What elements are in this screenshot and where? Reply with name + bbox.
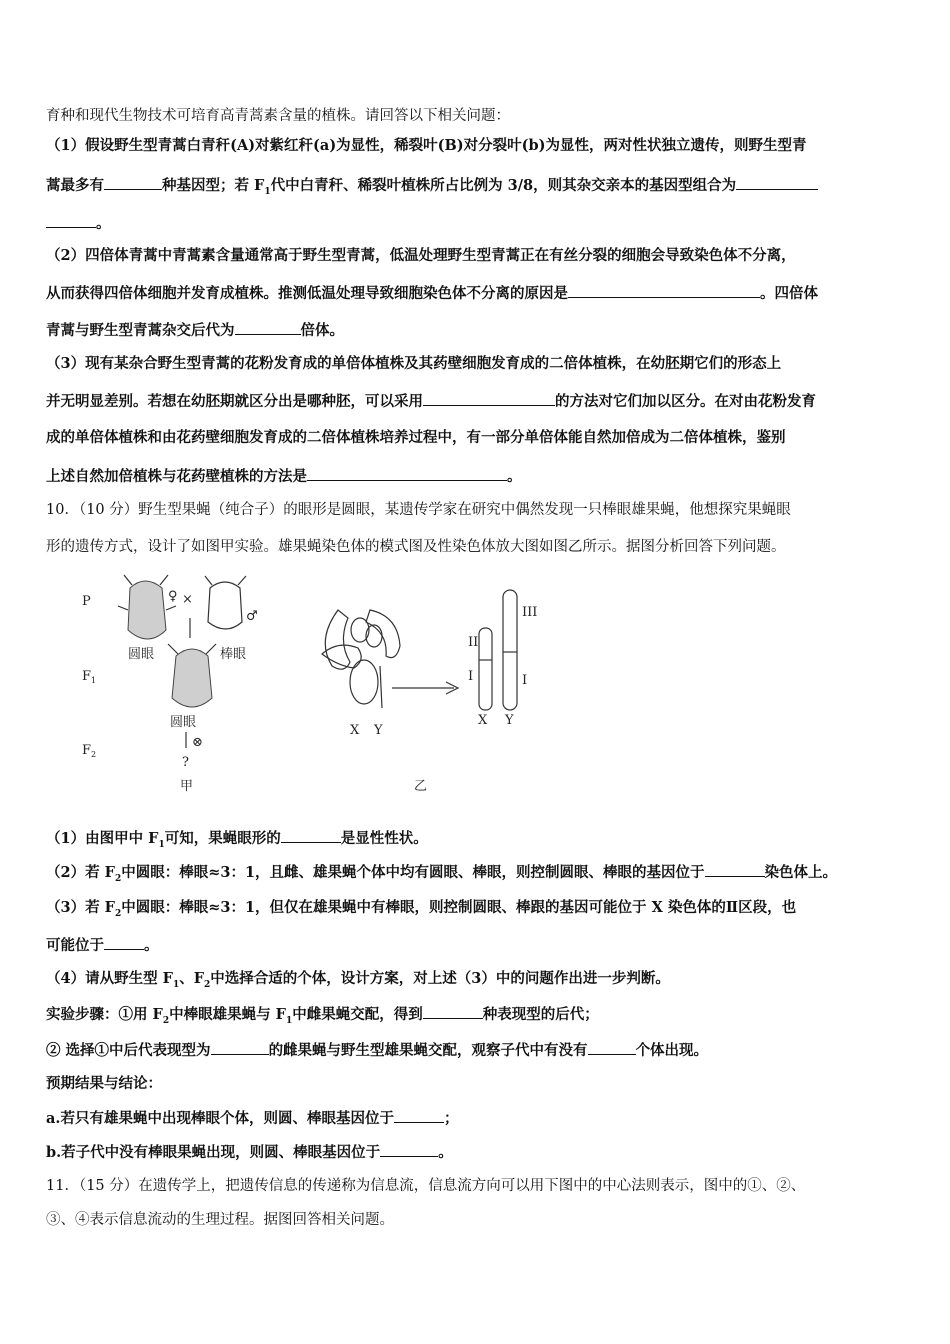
answer-blank[interactable] (423, 1004, 483, 1019)
male-symbol: ♂ (246, 609, 258, 624)
q9-2-line2: 从而获得四倍体细胞并发育成植株。推测低温处理导致细胞染色体不分离的原因是 。四倍体 (46, 285, 818, 302)
genetics-figure (70, 570, 570, 800)
q10-2-line: （2）若 $F_2$中圆眼：棒眼≈3：1，且雌、雄果蝇个体中均有圆眼、棒眼，则控制圆眼、棒眼的基因位于 染色体上。 (46, 864, 838, 884)
unknown-symbol: ? (182, 755, 189, 770)
male-fly-drawing (205, 576, 246, 629)
label-jia: 甲 (180, 779, 194, 794)
q11-intro-line1: 11．（15 分）在遗传学上，把遗传信息的传递称为信息流，信息流方向可以用下图中的中心法则表示，图中的①、②、 (46, 1178, 806, 1194)
label-region-i-y: I (522, 673, 528, 688)
answer-blank[interactable] (568, 283, 760, 298)
answer-blank[interactable] (46, 213, 96, 228)
answer-blank[interactable] (104, 935, 144, 950)
answer-blank[interactable] (211, 1040, 269, 1055)
sex-chromosomes-enlarged (479, 590, 517, 710)
q10-intro-line1: 10．（10 分）野生型果蝇（纯合子）的眼形是圆眼，某遗传学家在研究中偶然发现一只棒眼雄果蝇，他想探究果蝇眼 (46, 502, 791, 518)
chromosome-set-drawing (322, 610, 458, 708)
label-f1: $F_1$ (82, 669, 97, 685)
q10-result-b-line: b.若子代中没有棒眼果蝇出现，则圆、棒眼基因位于 。 (46, 1144, 453, 1161)
q9-2-line1: （2）四倍体青蒿中青蒿素含量通常高于野生型青蒿，低温处理野生型青蒿正在有丝分裂的细胞会导致染色体不分离， (46, 247, 796, 264)
label-p: P (82, 594, 91, 609)
q11-intro-line2: ③、④表示信息流动的生理过程。据图回答相关问题。 (46, 1212, 394, 1228)
q10-step2-line: ② 选择①中后代表现型为 的雌果蝇与野生型雄果蝇交配，观察子代中有没有 个体出现。 (46, 1042, 709, 1059)
label-yi: 乙 (414, 779, 428, 794)
q10-result-a-line: a.若只有雄果蝇中出现棒眼个体，则圆、棒眼基因位于 ； (46, 1110, 459, 1127)
answer-blank[interactable] (235, 320, 301, 335)
q9-3-line3: 成的单倍体植株和由花药壁细胞发育成的二倍体植株培养过程中，有一部分单倍体能自然加倍成为二倍体植株，鉴别 (46, 429, 786, 446)
label-region-ii: II (468, 635, 479, 650)
q10-step1-line: 实验步骤：①用 $F_2$中棒眼雄果蝇与 $F_1$中雌果蝇交配，得到 种表现型的后代； (46, 1006, 599, 1026)
label-y-large: Y (505, 713, 514, 728)
selfing-symbol: ⊗ (192, 735, 203, 750)
q9-1-line3: 。 (46, 213, 111, 234)
answer-blank[interactable] (104, 175, 162, 190)
label-y-small: Y (374, 723, 383, 738)
answer-blank[interactable] (705, 862, 765, 877)
q9-3-line4: 上述自然加倍植株与花药壁植株的方法是 。 (46, 468, 522, 485)
q9-1-line1: （1）假设野生型青蒿白青秆(A)对紫红秆(a)为显性，稀裂叶(B)对分裂叶(b)为显性，两对性状独立遗传，则野生型青 (46, 137, 807, 154)
answer-blank[interactable] (394, 1108, 444, 1123)
text-line: 育种和现代生物技术可培育高青蒿素含量的植株。请回答以下相关问题： (46, 108, 510, 124)
round-eye-label: 圆眼 (128, 647, 155, 662)
q10-expected-heading: 预期结果与结论： (46, 1075, 162, 1092)
cross-symbol: × (182, 592, 193, 607)
q9-3-line1: （3）现有某杂合野生型青蒿的花粉发育成的单倍体植株及其药壁细胞发育成的二倍体植株，在幼胚期它们的形态上 (46, 355, 782, 372)
q9-3-line2: 并无明显差别。若想在幼胚期就区分出是哪种胚，可以采用 的方法对它们加以区分。在对由花粉发育 (46, 393, 816, 410)
answer-blank[interactable] (588, 1040, 636, 1055)
answer-blank[interactable] (423, 391, 555, 406)
bar-eye-label: 棒眼 (220, 647, 247, 662)
female-fly-drawing (118, 575, 176, 639)
answer-blank[interactable] (736, 175, 818, 190)
answer-blank[interactable] (281, 828, 341, 843)
answer-blank[interactable] (380, 1142, 438, 1157)
q10-3-line2: 可能位于 。 (46, 937, 159, 954)
f1-fly-drawing (168, 644, 216, 707)
female-symbol: ♀ (168, 589, 178, 604)
q10-1-line: （1）由图甲中 $F_1$可知，果蝇眼形的 是显性性状。 (46, 830, 428, 850)
q10-3-line1: （3）若 $F_2$中圆眼：棒眼≈3：1，但仅在雄果蝇中有棒眼，则控制圆眼、棒跟的基因可能位于 X 染色体的Ⅱ区段，也 (46, 899, 797, 919)
answer-blank[interactable] (307, 466, 507, 481)
q9-1-line2: 蒿最多有 种基因型；若 $F_1$代中白青秆、稀裂叶植株所占比例为 3/8，则其杂交亲本的基因型组合为 (46, 175, 818, 202)
label-f2: $F_2$ (82, 743, 97, 759)
label-x-small: X (350, 723, 360, 738)
f1-round-eye-label: 圆眼 (170, 715, 197, 730)
label-region-iii: III (522, 605, 538, 620)
label-x-large: X (478, 713, 488, 728)
label-region-i-x: I (468, 669, 474, 684)
q10-4-line: （4）请从野生型 $F_1$、$F_2$中选择合适的个体，设计方案，对上述（3）中的问题作出进一步判断。 (46, 970, 670, 990)
q10-intro-line2: 形的遗传方式，设计了如图甲实验。雄果蝇染色体的模式图及性染色体放大图如图乙所示。据图分析回答下列问题。 (46, 539, 786, 555)
q9-2-line3: 青蒿与野生型青蒿杂交后代为 倍体。 (46, 322, 344, 339)
